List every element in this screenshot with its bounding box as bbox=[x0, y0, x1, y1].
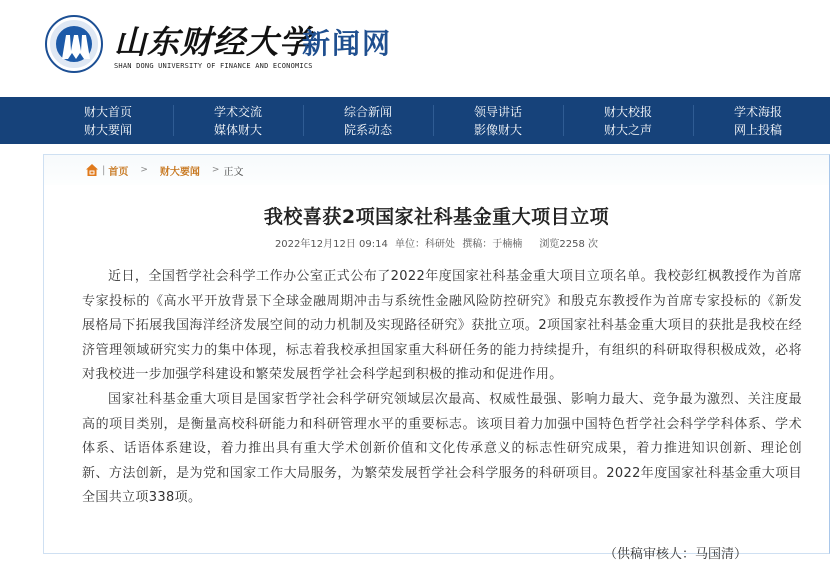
site-header bbox=[0, 0, 830, 97]
breadcrumb-separator: > bbox=[140, 165, 148, 175]
article-unit: 单位：科研处 bbox=[395, 239, 456, 250]
nav-column bbox=[43, 97, 173, 144]
nav-item-media[interactable]: 媒体财大 bbox=[213, 122, 262, 137]
breadcrumb-separator: > bbox=[211, 165, 220, 175]
article-author: 撰稿：于楠楠 bbox=[462, 239, 523, 250]
article-title: 我校喜获2项国家社科基金重大项目立项 bbox=[263, 206, 610, 228]
nav-item-academic-posters[interactable]: 学术海报 bbox=[733, 104, 782, 119]
article-container bbox=[43, 154, 830, 562]
home-icon[interactable] bbox=[85, 163, 99, 177]
nav-item-voice[interactable]: 财大之声 bbox=[603, 122, 652, 137]
article-signature: （供稿审核人：马国清） bbox=[604, 547, 748, 562]
article-paragraph: 近日，全国哲学社会科学工作办公室正式公布了2022年度国家社科基金重大项目立项名单。我校彭红枫教授作为首席专家投标的《高水平开放背景下全球金融周期冲击与系统性金融风险防控研究》和殷克东教授作为首席专家投标的《新发展格局下拓展我国海洋经济发展空间的动力机制及实现路径研究》获批立项。2项国家社科基金重大项目的获批是我校在经济管理领域研究实力的集中体现，标志着我校承担国家重大科研任务的能力持续提升，有组织的科研取得积极成效，必将对我校进一步加强学科建设和繁荣发展哲学社会科学起到积极的推动和促进作用。 bbox=[82, 269, 802, 383]
nav-column bbox=[173, 97, 303, 144]
nav-column bbox=[563, 97, 693, 144]
breadcrumb bbox=[44, 155, 829, 185]
article-body bbox=[82, 265, 802, 511]
article-meta bbox=[44, 235, 829, 250]
nav-item-leader-speeches[interactable]: 领导讲话 bbox=[473, 104, 522, 119]
main-nav bbox=[0, 97, 830, 144]
nav-item-academic-exchange[interactable]: 学术交流 bbox=[213, 104, 262, 119]
nav-column bbox=[303, 97, 433, 144]
article-views: 浏览2258 次 bbox=[539, 239, 599, 250]
breadcrumb-home-link[interactable]: 首页 bbox=[108, 166, 129, 178]
breadcrumb-current: 正文 bbox=[223, 166, 244, 178]
article-paragraph: 国家社科基金重大项目是国家哲学社会科学研究领域层次最高、权威性最强、影响力最大、竞争最为激烈、关注度最高的项目类别，是衡量高校科研能力和科研管理水平的重要标志。该项目着力加强中国特色哲学社会科学学科体系、学术体系、话语体系建设，着力推出具有重大学术创新价值和文化传承意义的标志性研究成果，着力推进知识创新、理论创新、方法创新，是为党和国家工作大局服务，为繁荣发展哲学社会科学服务的科研项目。2022年度国家社科基金重大项目全国共立项338项。 bbox=[82, 391, 802, 506]
nav-item-department-news[interactable]: 院系动态 bbox=[343, 122, 392, 137]
nav-column bbox=[433, 97, 563, 144]
site-name: 新闻网 bbox=[302, 27, 393, 60]
nav-item-key-news[interactable]: 财大要闻 bbox=[83, 122, 132, 137]
article-date: 2022年12月12日 09:14 bbox=[274, 239, 388, 250]
logo-university-name-en: SHAN DONG UNIVERSITY OF FINANCE AND ECONOMICS bbox=[114, 62, 313, 70]
breadcrumb-divider: | bbox=[102, 164, 106, 176]
nav-item-general-news[interactable]: 综合新闻 bbox=[343, 104, 392, 119]
nav-column bbox=[693, 97, 823, 144]
logo-university-name[interactable]: 山东财经大学 bbox=[114, 23, 313, 61]
nav-item-submit[interactable]: 网上投稿 bbox=[733, 122, 782, 137]
nav-item-images[interactable]: 影像财大 bbox=[473, 122, 522, 137]
nav-item-school-paper[interactable]: 财大校报 bbox=[603, 104, 652, 119]
nav-item-home[interactable]: 财大首页 bbox=[83, 104, 132, 119]
university-seal-icon[interactable] bbox=[45, 15, 103, 73]
breadcrumb-section-link[interactable]: 财大要闻 bbox=[159, 166, 200, 178]
